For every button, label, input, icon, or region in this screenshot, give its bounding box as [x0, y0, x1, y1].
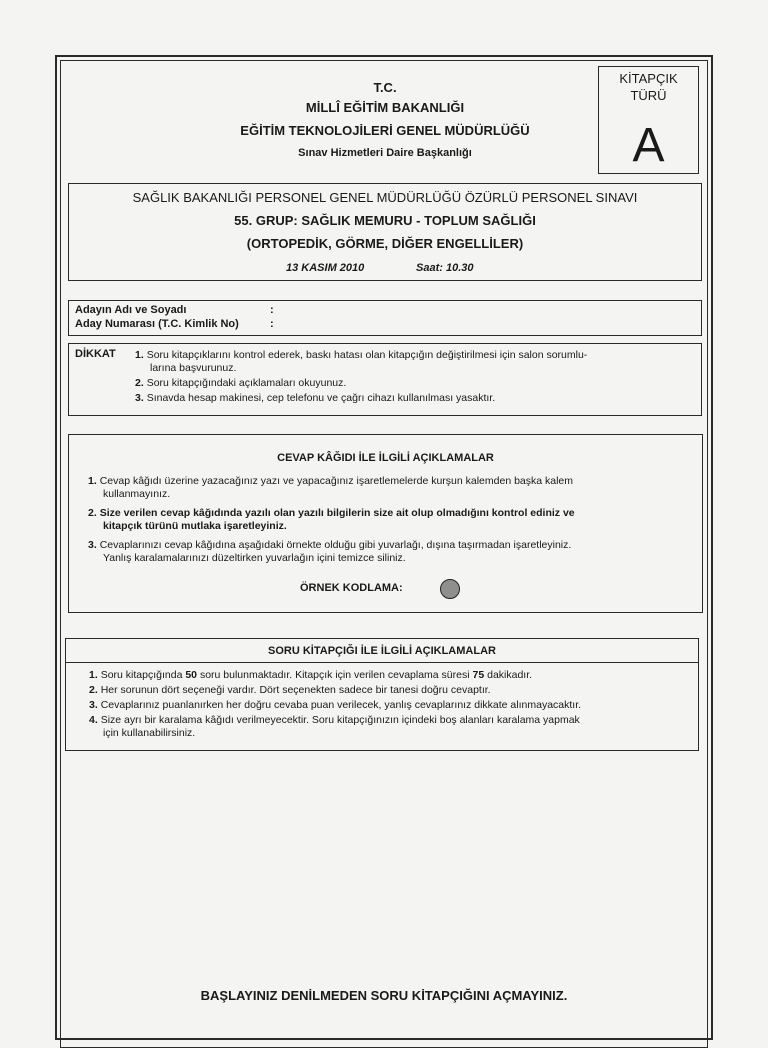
booklet-label-line1: KİTAPÇIK [619, 71, 678, 86]
question-item-text: Soru kitapçığında [100, 669, 183, 681]
question-item [89, 669, 697, 682]
dikkat-item [135, 377, 346, 390]
question-item-num: 4. [89, 714, 98, 726]
example-coding-label: ÖRNEK KODLAMA: [300, 582, 403, 594]
question-duration: 75 [472, 669, 485, 681]
question-item-num: 1. [89, 669, 98, 681]
answer-item-line2: Yanlış karalamalarınızı düzeltirken yuvarlağın içini temizce siliniz. [103, 552, 406, 564]
booklet-label-line2: TÜRÜ [630, 88, 667, 103]
answer-item-line2: kullanmayınız. [103, 488, 171, 500]
candidate-number-value: : [270, 318, 274, 330]
dikkat-item-num: 2. [135, 377, 144, 389]
question-item-num: 2. [89, 684, 98, 696]
example-bubble-icon [440, 579, 460, 599]
dikkat-item-num: 1. [135, 349, 144, 361]
candidate-name-label: Adayın Adı ve Soyadı [75, 304, 187, 316]
answer-item-num: 3. [88, 539, 97, 551]
do-not-open-warning: BAŞLAYINIZ DENİLMEDEN SORU KİTAPÇIĞINI AÇMAYINIZ. [200, 988, 568, 1003]
header-directorate: EĞİTİM TEKNOLOJİLERİ GENEL MÜDÜRLÜĞÜ [240, 123, 530, 138]
header-department: Sınav Hizmetleri Daire Başkanlığı [298, 147, 472, 159]
header-country: T.C. [373, 80, 397, 95]
question-count: 50 [185, 669, 198, 681]
question-item-num: 3. [89, 699, 98, 711]
answer-item-num: 2. [88, 507, 97, 519]
question-item [89, 714, 697, 727]
exam-date: 13 KASIM 2010 [286, 262, 365, 274]
answer-item-line1: Size verilen cevap kâğıdında yazılı olan yazılı bilgilerin size ait olup olmadığını kontrol ediniz ve [99, 507, 575, 519]
question-item [89, 699, 697, 712]
question-item [89, 684, 697, 697]
booklet-type-label [598, 70, 699, 104]
candidate-name-value: : [270, 304, 274, 316]
answer-item [88, 475, 696, 488]
booklet-type-letter: A [632, 119, 665, 172]
dikkat-label: DİKKAT [75, 348, 116, 360]
dikkat-item-cont: larına başvurunuz. [150, 362, 237, 374]
answer-sheet-title: CEVAP KÂĞIDI İLE İLGİLİ AÇIKLAMALAR [277, 452, 494, 464]
header-ministry: MİLLÎ EĞİTİM BAKANLIĞI [305, 100, 465, 115]
question-item-line2: için kullanabilirsiniz. [103, 727, 196, 739]
question-item-text: dakikadır. [487, 669, 533, 681]
dikkat-item-text: Sınavda hesap makinesi, cep telefonu ve çağrı cihazı kullanılması yasaktır. [146, 392, 496, 404]
exam-time: Saat: 10.30 [416, 262, 474, 274]
question-item-text: Her sorunun dört seçeneği vardır. Dört seçenekten sadece bir tanesi doğru cevaptır. [100, 684, 491, 696]
question-booklet-title: SORU KİTAPÇIĞI İLE İLGİLİ AÇIKLAMALAR [268, 645, 496, 657]
exam-title: SAĞLIK BAKANLIĞI PERSONEL GENEL MÜDÜRLÜĞÜ ÖZÜRLÜ PERSONEL SINAVI [132, 190, 638, 205]
question-item-text: Cevaplarınız puanlanırken her doğru cevaba puan verilecek, yanlış cevaplarınız dikkate alınmayacaktır. [100, 699, 582, 711]
answer-item-line2: kitapçık türünü mutlaka işaretleyiniz. [103, 520, 287, 532]
answer-item [88, 539, 696, 552]
answer-item-line1: Cevaplarınızı cevap kâğıdına aşağıdaki örnekte olduğu gibi yuvarlağı, dışına taşırmadan işaretleyiniz. [99, 539, 572, 551]
answer-item [88, 507, 696, 520]
question-booklet-divider [65, 662, 699, 663]
question-item-text: soru bulunmaktadır. Kitapçık için verilen cevaplama süresi [199, 669, 470, 681]
dikkat-item-num: 3. [135, 392, 144, 404]
dikkat-item-text: Soru kitapçığındaki açıklamaları okuyunuz. [146, 377, 347, 389]
exam-group: 55. GRUP: SAĞLIK MEMURU - TOPLUM SAĞLIĞI [234, 213, 536, 228]
candidate-number-label: Aday Numarası (T.C. Kimlik No) [75, 318, 239, 330]
answer-item-num: 1. [88, 475, 97, 487]
dikkat-item [135, 392, 495, 405]
answer-item-line1: Cevap kâğıdı üzerine yazacağınız yazı ve yapacağınız işaretlemelerde kurşun kalemden başka kalem [99, 475, 574, 487]
dikkat-item-text: Soru kitapçıklarını kontrol ederek, baskı hatası olan kitapçığın değiştirilmesi için salon sorumlu- [146, 349, 588, 361]
exam-disability: (ORTOPEDİK, GÖRME, DİĞER ENGELLİLER) [246, 236, 524, 251]
dikkat-item [135, 349, 587, 362]
question-item-text: Size ayrı bir karalama kâğıdı verilmeyecektir. Soru kitapçığınızın içindeki boş alanları karalama yapmak [100, 714, 580, 726]
